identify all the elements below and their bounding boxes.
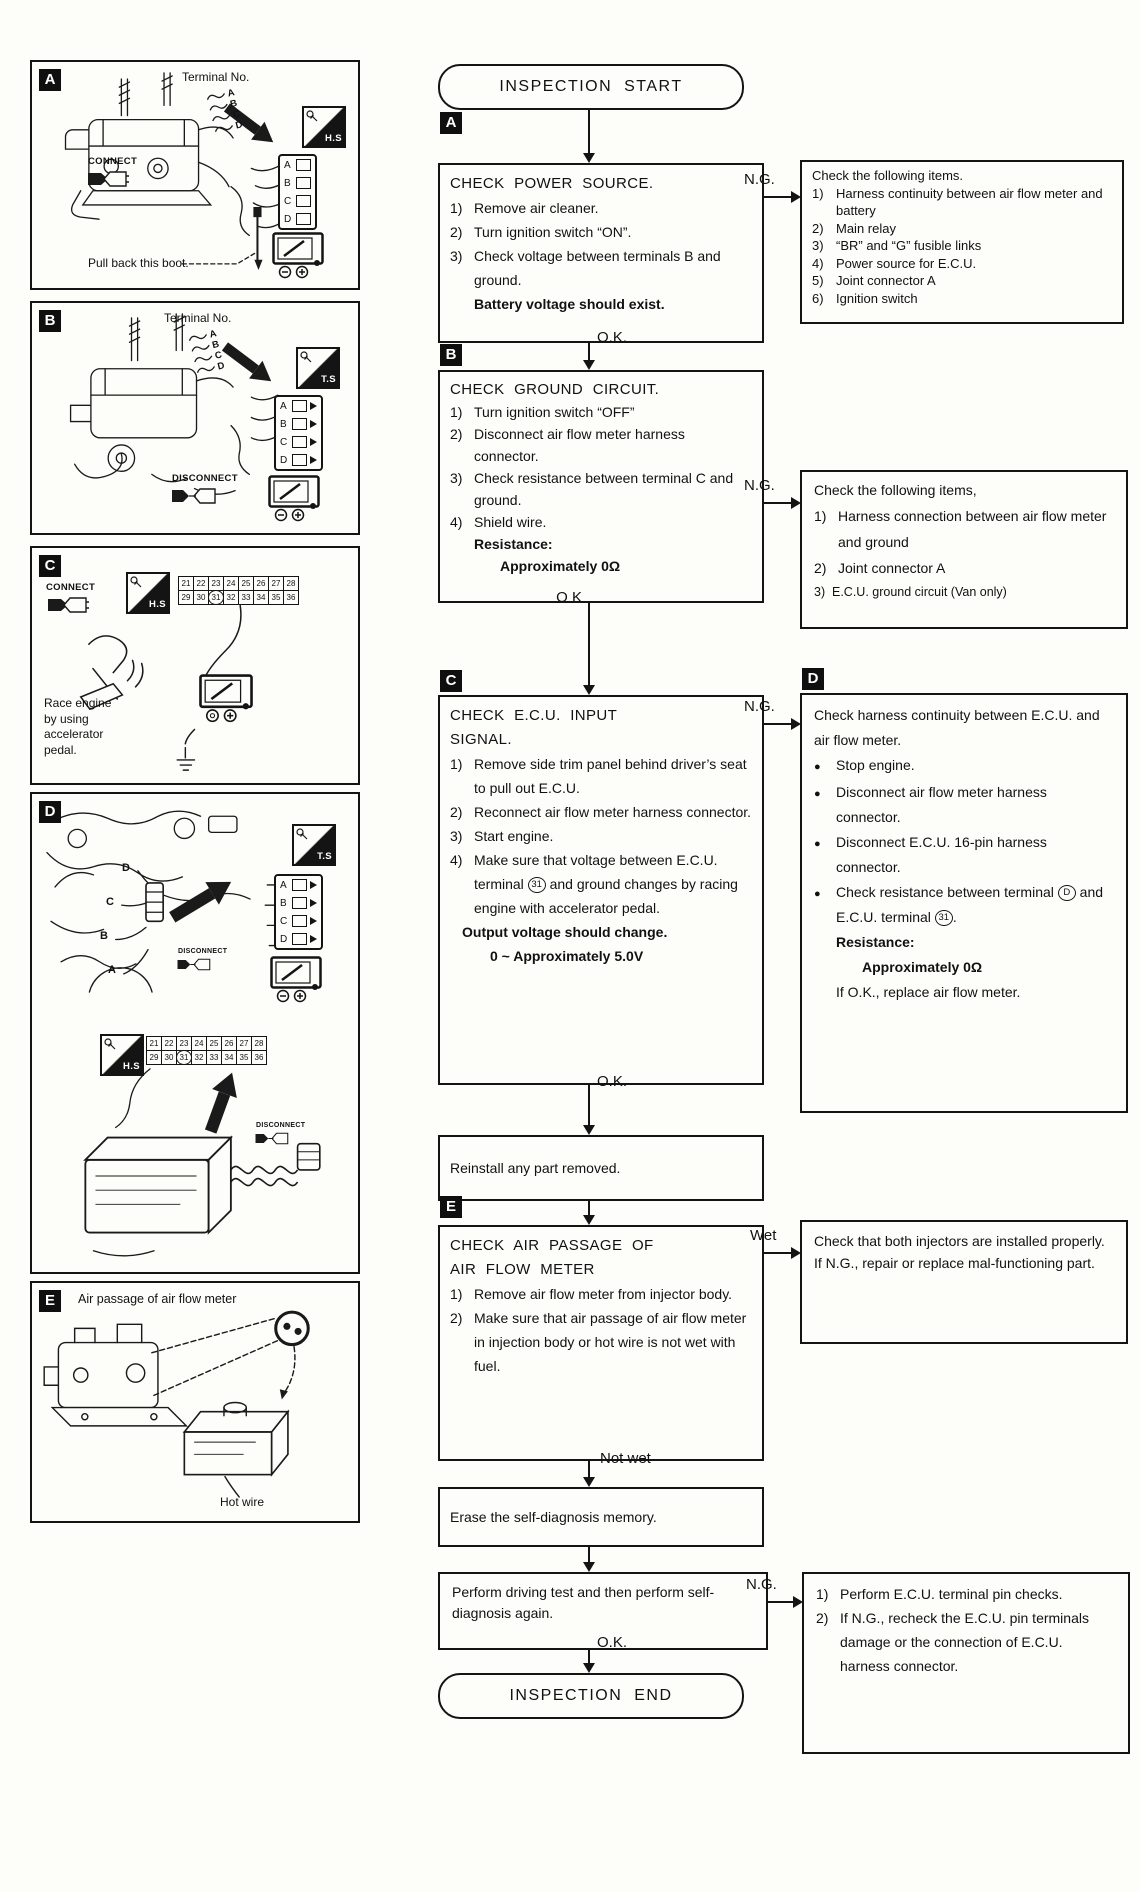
terminal-no-label: Terminal No. [182, 70, 250, 84]
terminal-pin-icon [292, 418, 307, 430]
connector-connect-icon [86, 168, 130, 190]
terminal-pin-icon [292, 400, 307, 412]
bullet-icon [814, 880, 836, 930]
circled-terminal-d: D [1058, 885, 1076, 901]
terminal-pin-row: B [208, 98, 239, 116]
step-a-item-2: 2) Turn ignition switch “ON”. [450, 224, 632, 240]
step-a-result: Battery voltage should exist. [474, 296, 665, 312]
connector-disconnect-icon [176, 956, 212, 973]
probe-arrow-icon [310, 402, 317, 410]
hs-badge: H.S [302, 106, 346, 148]
disconnect-label: DISCONNECT [172, 473, 238, 484]
ng-label-4: N.G. [746, 1576, 777, 1593]
ng-d-bullet-1: ● Stop engine. [814, 753, 1114, 780]
probe-tool-icon [103, 1037, 118, 1052]
step-b-box [438, 370, 764, 603]
figure-d [30, 792, 360, 1274]
figure-e-badge: E [39, 1290, 61, 1312]
ng-d-bullet-2: ● Disconnect air flow meter harness connector. [814, 780, 1114, 830]
figure-a [30, 60, 360, 290]
step-b-item-3: 3) Check resistance between terminal C and ground. [450, 470, 734, 508]
figure-a-badge: A [39, 69, 61, 91]
step-c-title-line2: SIGNAL. [450, 731, 512, 748]
terminal-pin-icon [292, 436, 307, 448]
ok-label-3: O.K. [597, 1073, 628, 1090]
connect-label: CONNECT [46, 582, 96, 593]
probe-arrow-icon [310, 899, 317, 907]
connector-connect-icon [46, 594, 90, 616]
connector-disconnect-icon [254, 1130, 290, 1147]
ng-d-resistance-label: Resistance: [836, 934, 915, 950]
probe-tool-icon [299, 350, 314, 365]
circled-terminal-31: 31 [935, 910, 953, 926]
ng-b-item-1: 1) Harness connection between air flow meter and ground [814, 508, 1107, 550]
ng-label-2: N.G. [744, 477, 775, 494]
step-b-item-2: 2) Disconnect air flow meter harness connector. [450, 426, 685, 464]
ok-label-1: O.K. [597, 329, 628, 346]
ok-label-2: O K [556, 589, 582, 606]
ng-end-item-1: 1) Perform E.C.U. terminal pin checks. [816, 1586, 1063, 1602]
terminal-strip [274, 395, 323, 471]
strip-row: A [284, 159, 311, 171]
ng-d-intro: Check harness continuity between E.C.U. and air flow meter. [814, 707, 1100, 748]
probe-tool-icon [295, 827, 310, 842]
step-a-item-3: 3) Check voltage between terminals B and ground. [450, 248, 721, 288]
strip-row: C [280, 915, 317, 927]
step-b-item-4: 4) Shield wire. [450, 514, 547, 530]
engine-terminal-letter: D [122, 862, 130, 874]
figure-c-badge: C [39, 555, 61, 577]
terminal-pin-icon [292, 879, 307, 891]
terminal-pin-row: C [210, 109, 241, 127]
terminal-pin-row: B [190, 339, 221, 357]
step-c-result-2: 0 ~ Approximately 5.0V [490, 948, 644, 964]
circled-terminal-31: 31 [528, 877, 546, 893]
ng-a-title: Check the following items. [812, 168, 964, 183]
ng-a-item-1: 1) Harness continuity between air flow meter and battery [812, 185, 1103, 218]
terminal-pin-icon [296, 195, 311, 207]
ok-label-4: O.K. [597, 1634, 628, 1651]
step-e-item-1: 1) Remove air flow meter from injector body. [450, 1286, 733, 1302]
probe-arrow-icon [310, 935, 317, 943]
terminal-pin-row: C [192, 350, 223, 368]
step-c-result-1: Output voltage should change. [462, 924, 668, 940]
ng-label-3: N.G. [744, 698, 775, 715]
bullet-icon [814, 830, 836, 880]
probe-arrow-icon [310, 881, 317, 889]
ng-d-footer: If O.K., replace air flow meter. [836, 984, 1021, 1000]
ts-badge: T.S [296, 347, 340, 389]
strip-row: D [280, 933, 317, 945]
strip-row: D [284, 213, 311, 225]
step-e-title-line2: AIR FLOW METER [450, 1261, 595, 1278]
probe-arrow-icon [310, 917, 317, 925]
terminal-pin-row: D [213, 119, 244, 137]
strip-row: C [284, 195, 311, 207]
step-a-box [438, 163, 764, 343]
probe-arrow-icon [310, 456, 317, 464]
reinstall-box: Reinstall any part removed. [438, 1135, 764, 1201]
step-c-item-1: 1) Remove side trim panel behind driver’s seat to pull out E.C.U. [450, 756, 747, 796]
wet-result-line1: Check that both injectors are installed properly. [814, 1233, 1105, 1249]
bullet-icon [814, 753, 836, 780]
strip-row: B [280, 897, 317, 909]
ng-d-bullet-3: ● Disconnect E.C.U. 16-pin harness connector. [814, 830, 1114, 880]
connect-label: CONNECT [88, 156, 138, 167]
figure-a-caption: Pull back this boot. [88, 256, 189, 270]
inspection-start-terminator: INSPECTION START [438, 64, 744, 110]
step-b-result-value: Approximately 0Ω [500, 558, 621, 574]
step-b-title: CHECK GROUND CIRCUIT. [450, 381, 660, 398]
terminal-pin-row: A [205, 87, 236, 105]
ts-badge: T.S [292, 824, 336, 866]
terminal-no-label: Terminal No. [164, 311, 232, 325]
disconnect-label: DISCONNECT [178, 948, 228, 955]
voltmeter-icon [198, 674, 254, 724]
voltmeter-icon [272, 232, 324, 280]
hs-badge: H.S [126, 572, 170, 614]
ng-end-item-2: 2) If N.G., recheck the E.C.U. pin terminals damage or the connection of E.C.U. harness connector. [816, 1610, 1089, 1674]
ecu-connector-pin-grid: 21 22 23 24 25 26 27 28 29 30 31 32 33 34 35 36 [178, 576, 299, 605]
terminal-strip [278, 154, 317, 230]
ng-d-resistance-value: Approximately 0Ω [862, 959, 983, 975]
erase-memory-box: Erase the self-diagnosis memory. [438, 1487, 764, 1547]
figure-e-caption-bottom: Hot wire [220, 1495, 265, 1509]
wet-result-line2: If N.G., repair or replace mal-functioning part. [814, 1255, 1095, 1271]
ecu-connector-pin-grid: 21 22 23 24 25 26 27 28 29 30 31 32 33 34 35 36 [146, 1036, 267, 1065]
step-a-badge: A [440, 112, 462, 134]
strip-row: A [280, 879, 317, 891]
figure-e [30, 1281, 360, 1523]
step-c-box [438, 695, 764, 1085]
figure-c [30, 546, 360, 785]
ng-a-item-4: 4) Power source for E.C.U. [812, 255, 977, 271]
disconnect-label: DISCONNECT [256, 1122, 306, 1129]
terminal-pin-icon [296, 213, 311, 225]
ng-b-item-2: 2) Joint connector A [814, 560, 946, 576]
ng-end-box [802, 1572, 1130, 1754]
step-c-item-2: 2) Reconnect air flow meter harness connector. [450, 804, 752, 820]
strip-row: D [280, 454, 317, 466]
step-b-result-label: Resistance: [474, 536, 553, 552]
terminal-pin-icon [292, 915, 307, 927]
connector-disconnect-icon [170, 485, 218, 507]
wet-label: Wet [750, 1227, 777, 1244]
step-e-item-2: 2) Make sure that air passage of air flow meter in injection body or hot wire is not wet with fuel. [450, 1310, 747, 1374]
terminal-pin-icon [296, 177, 311, 189]
terminal-pin-icon [292, 897, 307, 909]
strip-row: B [284, 177, 311, 189]
terminal-pin-row: A [187, 328, 218, 346]
figure-d-badge: D [39, 801, 61, 823]
bullet-icon [814, 780, 836, 830]
step-a-item-1: 1) Remove air cleaner. [450, 200, 599, 216]
step-e-badge: E [440, 1196, 462, 1218]
driving-test-box: Perform driving test and then perform self-diagnosis again. [438, 1572, 768, 1650]
strip-row: A [280, 400, 317, 412]
ng-a-item-6: 6) Ignition switch [812, 290, 918, 306]
step-e-box [438, 1225, 764, 1461]
probe-tool-icon [129, 575, 144, 590]
terminal-strip [274, 874, 323, 950]
ng-label-1: N.G. [744, 171, 775, 188]
ng-d-box [800, 693, 1128, 1113]
ng-a-box [800, 160, 1124, 324]
ng-d-bullet-4: ● Check resistance between terminal D and E.C.U. terminal 31 . [814, 880, 1114, 930]
figure-e-caption-top: Air passage of air flow meter [78, 1292, 237, 1306]
engine-terminal-letter: A [108, 964, 116, 976]
not-wet-label: Not wet [600, 1450, 651, 1467]
strip-row: B [280, 418, 317, 430]
ng-b-title: Check the following items, [814, 482, 977, 498]
step-b-badge: B [440, 344, 462, 366]
strip-row: C [280, 436, 317, 448]
hs-badge: H.S [100, 1034, 144, 1076]
ng-a-item-2: 2) Main relay [812, 220, 896, 236]
ng-a-item-3: 3) “BR” and “G” fusible links [812, 238, 982, 253]
step-e-title-line1: CHECK AIR PASSAGE OF [450, 1237, 654, 1254]
engine-terminal-letter: B [100, 930, 108, 942]
wet-result-box [800, 1220, 1128, 1344]
figure-c-caption: Race engine by using accelerator pedal. [44, 696, 112, 757]
voltmeter-icon [268, 475, 320, 523]
figure-b-badge: B [39, 310, 61, 332]
step-c-item-4: 4) Make sure that voltage between E.C.U. terminal 31 and ground changes by racing engine with accelerator pedal. [450, 852, 738, 916]
probe-arrow-icon [310, 420, 317, 428]
inspection-end-terminator: INSPECTION END [438, 1673, 744, 1719]
terminal-pin-row: D [195, 360, 226, 378]
ng-a-item-5: 5) Joint connector A [812, 273, 936, 288]
result-d-badge: D [802, 668, 824, 690]
figure-b [30, 301, 360, 535]
arrow-start-to-a [588, 106, 590, 153]
probe-tool-icon [305, 109, 320, 124]
step-c-item-3: 3) Start engine. [450, 828, 554, 844]
terminal-pin-icon [296, 159, 311, 171]
probe-arrow-icon [310, 438, 317, 446]
step-c-badge: C [440, 670, 462, 692]
step-b-item-1: 1) Turn ignition switch “OFF” [450, 404, 635, 420]
air-flow-meter-illustration-e [32, 1283, 358, 1521]
engine-terminal-letter: C [106, 896, 114, 908]
ng-b-box [800, 470, 1128, 629]
voltmeter-icon [270, 956, 322, 1004]
step-a-title: CHECK POWER SOURCE. [450, 175, 654, 192]
terminal-pin-icon [292, 933, 307, 945]
ng-b-item-3: 3) E.C.U. ground circuit (Van only) [814, 585, 1007, 599]
step-c-title-line1: CHECK E.C.U. INPUT [450, 707, 618, 724]
terminal-pin-icon [292, 454, 307, 466]
